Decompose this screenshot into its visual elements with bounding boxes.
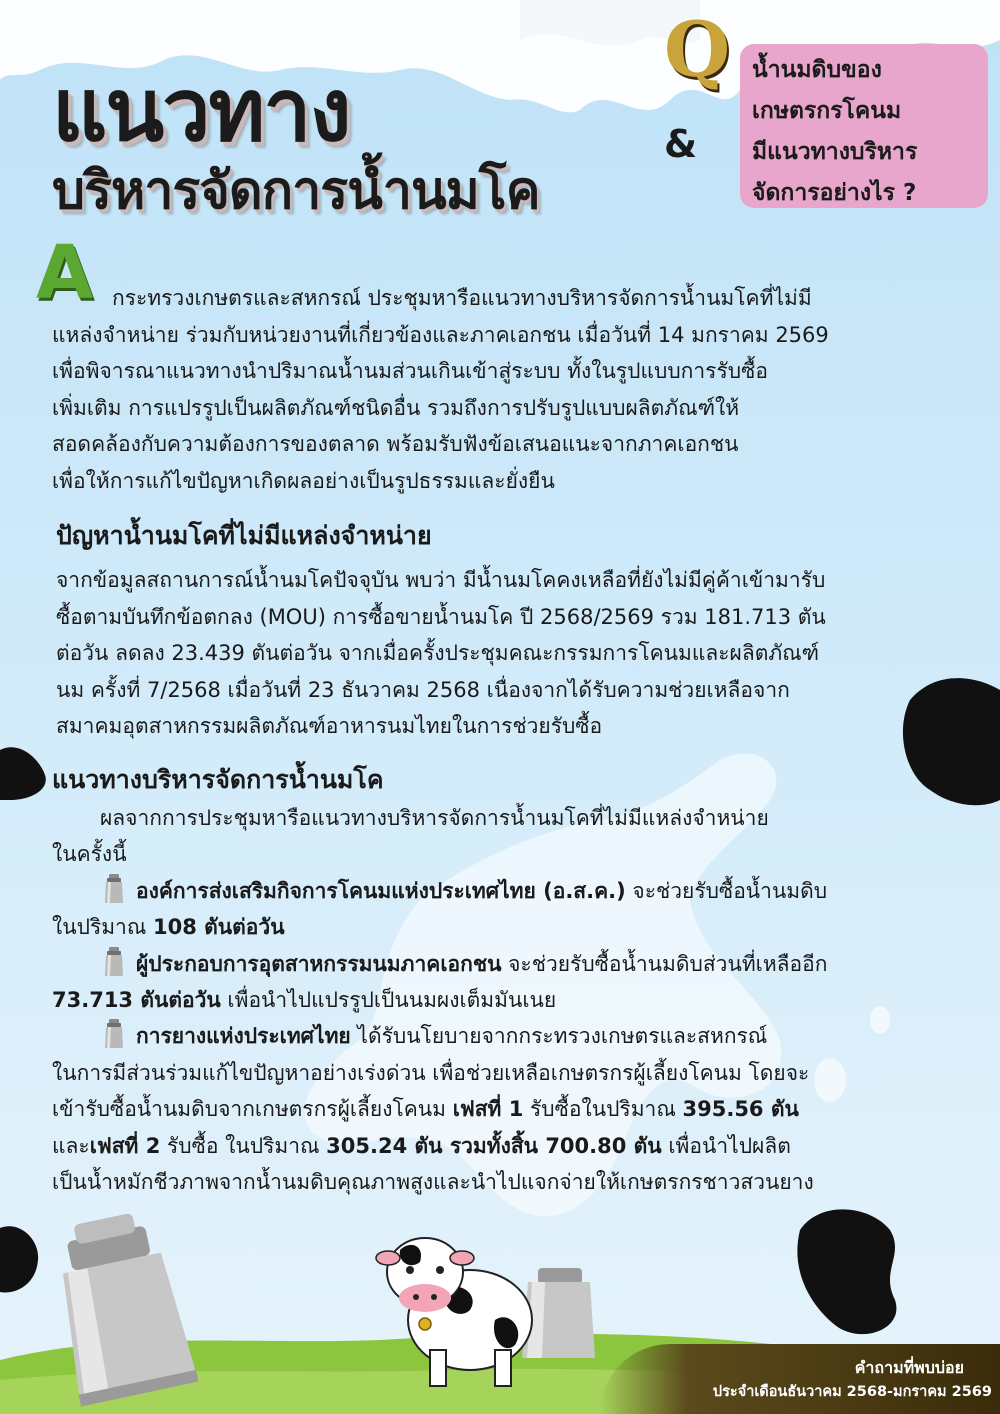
footer-title: คำถามที่พบบ่อย [854,1358,964,1377]
question-line: น้ำนมดิบของ [752,57,882,83]
org-name: องค์การส่งเสริมกิจการโคนมแห่งประเทศไทย (อ.ส.ค.) [136,878,626,903]
answer-line: สอดคล้องกับความต้องการของตลาด พร้อมรับฟังข้อเสนอแนะจากภาคเอกชน [52,432,739,457]
q-letter: Q [664,5,731,94]
management-intro-line: ในครั้งนี้ [52,842,127,867]
problem-line: นม ครั้งที่ 7/2568 เมื่อวันที่ 23 ธันวาคม 2568 เนื่องจากได้รับความช่วยเหลือจาก [56,677,790,702]
milk-can-icon [104,874,124,904]
answer-line: กระทรวงเกษตรและสหกรณ์ ประชุมหารือแนวทางบริหารจัดการน้ำนมโคที่ไม่มี [112,286,812,310]
list-line: ในการมีส่วนร่วมแก้ไขปัญหาอย่างเร่งด่วน เพื่อช่วยเหลือเกษตรกรผู้เลี้ยงโคนม โดยจะ [52,1060,810,1085]
footer-banner [600,1344,1000,1414]
list-item [52,873,992,909]
ampersand: & [664,122,698,166]
question-line: เกษตรกรโคนม [752,98,902,124]
list-text: และ [52,1133,90,1158]
problem-line: สมาคมอุตสาหกรรมผลิตภัณฑ์อาหารนมไทยในการช่วยรับซื้อ [56,714,603,739]
page-subtitle: บริหารจัดการน้ำนมโค [52,161,540,221]
list-line [52,909,992,945]
list-text: ได้รับนโยบายจากกระทรวงเกษตรและสหกรณ์ [350,1024,768,1049]
quantity-value: 73.713 ตันต่อวัน [52,988,221,1013]
list-text: เพื่อนำไปผลิต [661,1133,791,1158]
answer-line: เพื่อให้การแก้ไขปัญหาเกิดผลอย่างเป็นรูปธรรมและยั่งยืน [52,468,555,493]
list-text: รับซื้อ ในปริมาณ [160,1133,327,1158]
question-line: มีแนวทางบริหาร [752,139,918,165]
list-text: เข้ารับซื้อน้ำนมดิบจากเกษตรกรผู้เลี้ยงโคนม [52,1097,453,1122]
page-title: แนวทาง [52,61,350,161]
list-line [52,1128,992,1164]
list-item [52,946,992,982]
problem-paragraph [56,562,986,745]
list-text: เพื่อนำไปแปรรูปเป็นนมผงเต็มมันเนย [220,988,557,1013]
list-item [52,1018,992,1054]
management-paragraph [52,800,992,1200]
answer-line: แหล่งจำหน่าย ร่วมกับหน่วยงานที่เกี่ยวข้องและภาคเอกชน เมื่อวันที่ 14 มกราคม 2569 [52,322,829,347]
phase-label: เฟสที่ 1 [452,1097,524,1122]
milk-can-icon [104,947,124,977]
phase-label: เฟสที่ 2 [89,1133,161,1158]
milk-can-right [522,1268,595,1358]
management-intro-line: ผลจากการประชุมหารือแนวทางบริหารจัดการน้ำนมโคที่ไม่มีแหล่งจำหน่าย [100,806,769,830]
list-text: ในปริมาณ [52,915,154,940]
footer-period: ประจำเดือนธันวาคม 2568-มกราคม 2569 [712,1384,992,1400]
answer-line: เพิ่มเติม การแปรรูปเป็นผลิตภัณฑ์ชนิดอื่น รวมถึงการปรับรูปแบบผลิตภัณฑ์ให้ [52,395,740,420]
list-text: จะช่วยรับซื้อน้ำนมดิบส่วนที่เหลืออีก [501,951,828,976]
problem-line: ซื้อตามบันทึกข้อตกลง (MOU) การซื้อขายน้ำนมโค ปี 2568/2569 รวม 181.713 ตัน [56,604,826,629]
org-name: ผู้ประกอบการอุตสาหกรรมนมภาคเอกชน [136,951,502,976]
quantity-value: 395.56 ตัน [682,1097,799,1122]
quantity-value: 108 ตันต่อวัน [153,915,285,940]
list-line: เป็นน้ำหมักชีวภาพจากน้ำนมดิบคุณภาพสูงและนำไปแจกจ่ายให้เกษตรกรชาวสวนยาง [52,1170,814,1195]
list-text: จะช่วยรับซื้อน้ำนมดิบ [625,878,828,903]
org-name: การยางแห่งประเทศไทย [136,1024,351,1049]
answer-paragraph [52,280,982,500]
milk-can-icon [104,1019,124,1049]
quantity-value: 305.24 ตัน รวมทั้งสิ้น 700.80 ตัน [326,1133,662,1158]
list-line [52,982,992,1018]
a-letter: A [36,230,94,316]
answer-line: เพื่อพิจารณาแนวทางนำปริมาณน้ำนมส่วนเกินเข้าสู่ระบบ ทั้งในรูปแบบการรับซื้อ [52,359,768,384]
list-line [52,1091,992,1127]
management-heading: แนวทางบริหารจัดการน้ำนมโค [52,765,384,794]
problem-heading: ปัญหาน้ำนมโคที่ไม่มีแหล่งจำหน่าย [56,521,432,550]
cow-spot [0,747,46,800]
question-box [740,44,988,208]
cow-spot [797,1209,896,1334]
question-line: จัดการอย่างไร ? [752,180,917,206]
list-text: รับซื้อในปริมาณ [523,1097,683,1122]
cow-spot [0,1226,38,1292]
problem-line: ต่อวัน ลดลง 23.439 ตันต่อวัน จากเมื่อครั้งประชุมคณะกรรมการโคนมและผลิตภัณฑ์ [56,641,820,666]
problem-line: จากข้อมูลสถานการณ์น้ำนมโคปัจจุบัน พบว่า มีน้ำนมโคคงเหลือที่ยังไม่มีคู่ค้าเข้ามารับ [56,568,826,592]
